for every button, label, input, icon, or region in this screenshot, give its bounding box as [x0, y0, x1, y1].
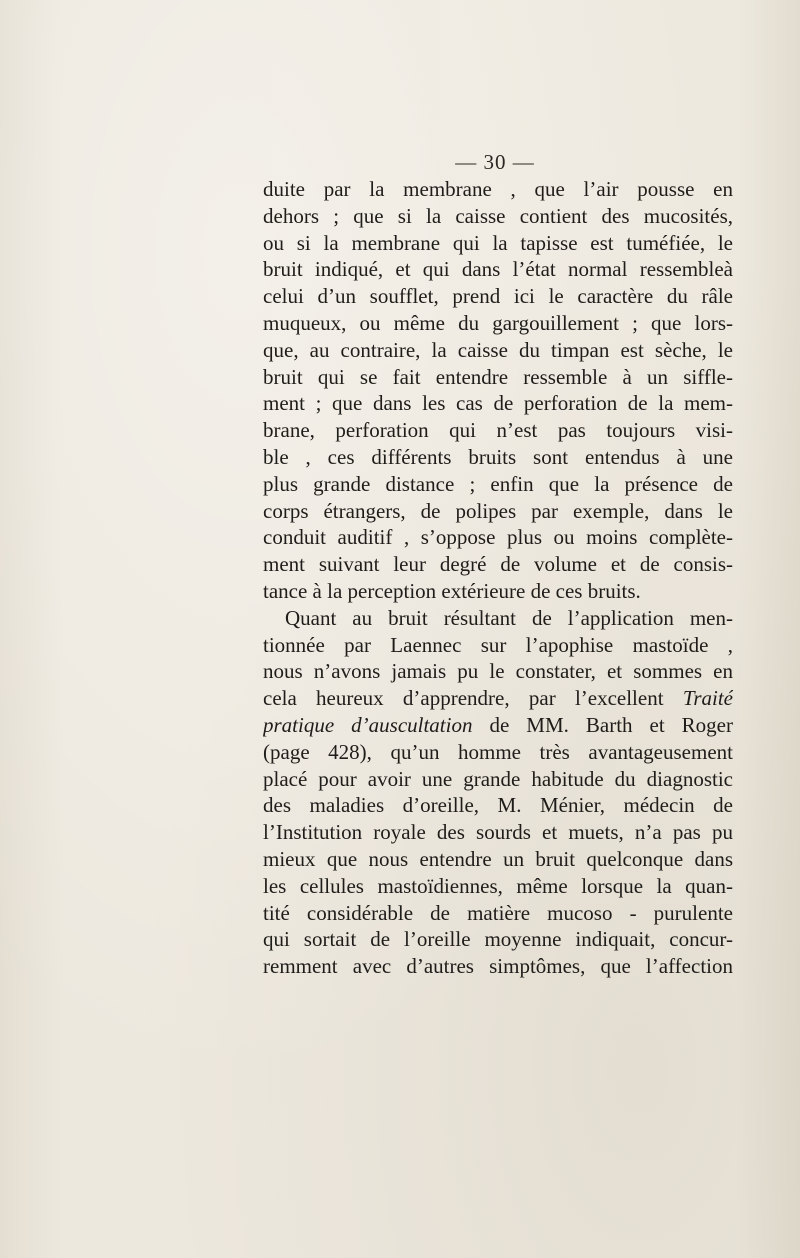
text-line: ble , ces différents bruits sont entendus à une	[263, 444, 733, 469]
text-line: bruit indiqué, et qui dans l’état normal ressembleà	[263, 257, 733, 282]
text-line-with-italic	[263, 712, 733, 739]
paragraph-start-line: Quant au bruit résultant de l’application men-	[285, 605, 733, 630]
text-line: ou si la membrane qui la tapisse est tuméfiée, le	[263, 230, 733, 255]
body-text	[263, 176, 733, 980]
text-line: placé pour avoir une grande habitude du diagnostic	[263, 766, 733, 791]
text-line: nous n’avons jamais pu le constater, et sommes en	[263, 659, 733, 684]
book-title-italic: pratique d’auscultation	[263, 712, 473, 737]
text-line: muqueux, ou même du gargouillement ; que lors-	[263, 310, 733, 335]
line-text: cela heureux d’apprendre, par l’excellent	[263, 686, 683, 711]
text-line-with-italic	[263, 685, 733, 712]
text-line: bruit qui se fait entendre ressemble à un siffle-	[263, 364, 733, 389]
book-title-italic: Traité	[682, 686, 733, 711]
text-line: ment ; que dans les cas de perforation de la mem-	[263, 391, 733, 416]
text-line: mieux que nous entendre un bruit quelconque dans	[263, 846, 733, 871]
text-line: qui sortait de l’oreille moyenne indiquait, concur-	[263, 927, 733, 952]
line-text: de MM. Barth et Roger	[472, 712, 733, 737]
text-line: ment suivant leur degré de volume et de consis-	[263, 552, 733, 577]
text-line: celui d’un soufflet, prend ici le caractère du râle	[263, 284, 733, 309]
text-line: des maladies d’oreille, M. Ménier, médecin de	[263, 793, 733, 818]
text-line: corps étrangers, de polipes par exemple, dans le	[263, 498, 733, 523]
text-line: (page 428), qu’un homme très avantageusement	[263, 739, 733, 764]
text-line: tionnée par Laennec sur l’apophise mastoïde ,	[263, 632, 733, 657]
text-line: remment avec d’autres simptômes, que l’affection	[263, 954, 733, 979]
text-line: tance à la perception extérieure de ces bruits.	[263, 578, 641, 603]
text-line: tité considérable de matière mucoso - purulente	[263, 900, 733, 925]
text-line: conduit auditif , s’oppose plus ou moins complète-	[263, 525, 733, 550]
text-line: brane, perforation qui n’est pas toujours visi-	[263, 418, 733, 443]
text-line: que, au contraire, la caisse du timpan est sèche, le	[263, 337, 733, 362]
text-line: plus grande distance ; enfin que la présence de	[263, 471, 733, 496]
text-line: duite par la membrane , que l’air pousse en	[263, 177, 733, 201]
text-line: l’Institution royale des sourds et muets, n’a pas pu	[263, 820, 733, 845]
page-number: — 30 —	[455, 150, 535, 174]
text-line: les cellules mastoïdiennes, même lorsque la quan-	[263, 873, 733, 898]
text-line: dehors ; que si la caisse contient des mucosités,	[263, 203, 733, 228]
